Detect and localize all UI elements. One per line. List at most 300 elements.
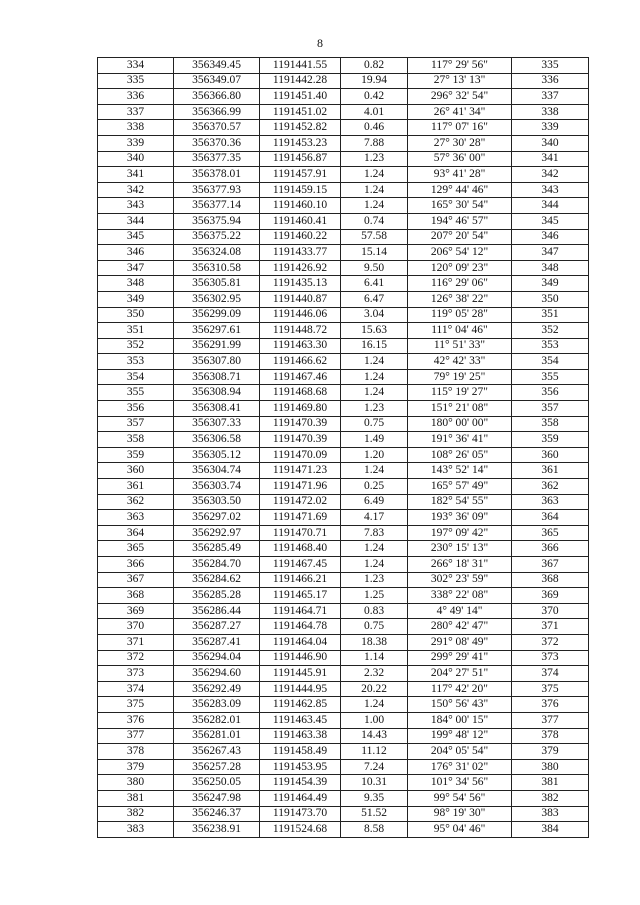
cell-x-coordinate: 356282.01: [174, 712, 260, 728]
cell-distance: 1.23: [341, 572, 408, 588]
cell-next-point-number: 360: [512, 447, 589, 463]
cell-bearing: 184° 00' 15": [408, 712, 512, 728]
cell-point-number: 357: [98, 416, 174, 432]
cell-bearing: 338° 22' 08": [408, 588, 512, 604]
cell-next-point-number: 362: [512, 479, 589, 495]
cell-point-number: 380: [98, 775, 174, 791]
cell-x-coordinate: 356287.41: [174, 634, 260, 650]
cell-point-number: 373: [98, 666, 174, 682]
cell-next-point-number: 377: [512, 712, 589, 728]
table-row: [98, 260, 589, 276]
cell-distance: 7.24: [341, 759, 408, 775]
cell-y-coordinate: 1191463.45: [260, 712, 341, 728]
cell-next-point-number: 376: [512, 697, 589, 713]
cell-next-point-number: 349: [512, 276, 589, 292]
cell-point-number: 379: [98, 759, 174, 775]
cell-point-number: 345: [98, 229, 174, 245]
cell-bearing: 57° 36' 00": [408, 151, 512, 167]
table-row: [98, 354, 589, 370]
cell-distance: 1.24: [341, 354, 408, 370]
cell-y-coordinate: 1191453.95: [260, 759, 341, 775]
cell-point-number: 353: [98, 354, 174, 370]
cell-y-coordinate: 1191451.02: [260, 104, 341, 120]
cell-point-number: 338: [98, 120, 174, 136]
cell-x-coordinate: 356370.57: [174, 120, 260, 136]
table-row: [98, 291, 589, 307]
cell-point-number: 372: [98, 650, 174, 666]
cell-y-coordinate: 1191469.80: [260, 401, 341, 417]
table-row: [98, 759, 589, 775]
cell-point-number: 383: [98, 822, 174, 838]
cell-y-coordinate: 1191460.10: [260, 198, 341, 214]
cell-bearing: 165° 57' 49": [408, 479, 512, 495]
cell-x-coordinate: 356306.58: [174, 432, 260, 448]
coordinates-table: [97, 57, 589, 838]
cell-point-number: 347: [98, 260, 174, 276]
cell-bearing: 79° 19' 25": [408, 369, 512, 385]
cell-x-coordinate: 356308.94: [174, 385, 260, 401]
cell-x-coordinate: 356304.74: [174, 463, 260, 479]
cell-distance: 7.88: [341, 135, 408, 151]
cell-next-point-number: 342: [512, 167, 589, 183]
cell-point-number: 348: [98, 276, 174, 292]
table-row: [98, 541, 589, 557]
cell-next-point-number: 351: [512, 307, 589, 323]
cell-distance: 0.42: [341, 89, 408, 105]
cell-x-coordinate: 356284.62: [174, 572, 260, 588]
cell-point-number: 375: [98, 697, 174, 713]
cell-y-coordinate: 1191453.23: [260, 135, 341, 151]
cell-distance: 0.82: [341, 58, 408, 74]
cell-y-coordinate: 1191467.45: [260, 557, 341, 573]
cell-x-coordinate: 356375.94: [174, 213, 260, 229]
cell-distance: 1.24: [341, 697, 408, 713]
cell-point-number: 359: [98, 447, 174, 463]
cell-y-coordinate: 1191454.39: [260, 775, 341, 791]
cell-y-coordinate: 1191468.68: [260, 385, 341, 401]
table-row: [98, 650, 589, 666]
cell-y-coordinate: 1191464.49: [260, 790, 341, 806]
cell-distance: 8.58: [341, 822, 408, 838]
cell-x-coordinate: 356246.37: [174, 806, 260, 822]
cell-x-coordinate: 356303.50: [174, 494, 260, 510]
table-row: [98, 728, 589, 744]
cell-next-point-number: 365: [512, 525, 589, 541]
cell-point-number: 358: [98, 432, 174, 448]
table-row: [98, 634, 589, 650]
cell-point-number: 352: [98, 338, 174, 354]
cell-point-number: 360: [98, 463, 174, 479]
cell-distance: 0.46: [341, 120, 408, 136]
cell-x-coordinate: 356238.91: [174, 822, 260, 838]
cell-distance: 1.23: [341, 401, 408, 417]
table-row: [98, 603, 589, 619]
cell-point-number: 351: [98, 323, 174, 339]
table-row: [98, 416, 589, 432]
cell-bearing: 99° 54' 56": [408, 790, 512, 806]
cell-bearing: 93° 41' 28": [408, 167, 512, 183]
cell-bearing: 206° 54' 12": [408, 245, 512, 261]
table-row: [98, 276, 589, 292]
table-row: [98, 182, 589, 198]
cell-bearing: 117° 07' 16": [408, 120, 512, 136]
cell-point-number: 341: [98, 167, 174, 183]
cell-bearing: 199° 48' 12": [408, 728, 512, 744]
table-row: [98, 557, 589, 573]
cell-next-point-number: 383: [512, 806, 589, 822]
cell-x-coordinate: 356297.02: [174, 510, 260, 526]
cell-y-coordinate: 1191460.41: [260, 213, 341, 229]
cell-point-number: 335: [98, 73, 174, 89]
cell-distance: 1.24: [341, 198, 408, 214]
cell-next-point-number: 343: [512, 182, 589, 198]
cell-x-coordinate: 356375.22: [174, 229, 260, 245]
cell-distance: 6.47: [341, 291, 408, 307]
cell-bearing: 204° 05' 54": [408, 744, 512, 760]
cell-next-point-number: 378: [512, 728, 589, 744]
cell-y-coordinate: 1191459.15: [260, 182, 341, 198]
cell-distance: 1.24: [341, 167, 408, 183]
table-row: [98, 744, 589, 760]
cell-bearing: 117° 42' 20": [408, 681, 512, 697]
cell-next-point-number: 380: [512, 759, 589, 775]
cell-next-point-number: 371: [512, 619, 589, 635]
cell-y-coordinate: 1191524.68: [260, 822, 341, 838]
table-row: [98, 120, 589, 136]
cell-y-coordinate: 1191463.38: [260, 728, 341, 744]
cell-point-number: 344: [98, 213, 174, 229]
table-row: [98, 198, 589, 214]
cell-x-coordinate: 356283.09: [174, 697, 260, 713]
cell-bearing: 230° 15' 13": [408, 541, 512, 557]
cell-next-point-number: 366: [512, 541, 589, 557]
cell-next-point-number: 347: [512, 245, 589, 261]
cell-distance: 9.50: [341, 260, 408, 276]
table-row: [98, 447, 589, 463]
cell-next-point-number: 357: [512, 401, 589, 417]
cell-x-coordinate: 356302.95: [174, 291, 260, 307]
cell-next-point-number: 384: [512, 822, 589, 838]
cell-distance: 1.24: [341, 557, 408, 573]
cell-x-coordinate: 356310.58: [174, 260, 260, 276]
cell-next-point-number: 339: [512, 120, 589, 136]
table-row: [98, 135, 589, 151]
cell-distance: 1.24: [341, 385, 408, 401]
cell-y-coordinate: 1191442.28: [260, 73, 341, 89]
cell-y-coordinate: 1191435.13: [260, 276, 341, 292]
cell-x-coordinate: 356299.09: [174, 307, 260, 323]
cell-x-coordinate: 356287.27: [174, 619, 260, 635]
cell-y-coordinate: 1191457.91: [260, 167, 341, 183]
cell-next-point-number: 379: [512, 744, 589, 760]
coordinates-table-body: [98, 58, 589, 838]
cell-point-number: 378: [98, 744, 174, 760]
cell-point-number: 354: [98, 369, 174, 385]
cell-next-point-number: 341: [512, 151, 589, 167]
cell-point-number: 337: [98, 104, 174, 120]
cell-y-coordinate: 1191464.71: [260, 603, 341, 619]
cell-next-point-number: 344: [512, 198, 589, 214]
cell-y-coordinate: 1191470.71: [260, 525, 341, 541]
cell-distance: 1.24: [341, 369, 408, 385]
cell-x-coordinate: 356291.99: [174, 338, 260, 354]
cell-y-coordinate: 1191444.95: [260, 681, 341, 697]
cell-x-coordinate: 356349.07: [174, 73, 260, 89]
table-row: [98, 479, 589, 495]
table-row: [98, 588, 589, 604]
cell-point-number: 381: [98, 790, 174, 806]
cell-y-coordinate: 1191456.87: [260, 151, 341, 167]
cell-point-number: 355: [98, 385, 174, 401]
cell-y-coordinate: 1191441.55: [260, 58, 341, 74]
cell-distance: 7.83: [341, 525, 408, 541]
table-row: [98, 712, 589, 728]
cell-point-number: 350: [98, 307, 174, 323]
cell-bearing: 266° 18' 31": [408, 557, 512, 573]
cell-point-number: 370: [98, 619, 174, 635]
cell-bearing: 26° 41' 34": [408, 104, 512, 120]
table-row: [98, 89, 589, 105]
cell-bearing: 165° 30' 54": [408, 198, 512, 214]
cell-y-coordinate: 1191470.39: [260, 432, 341, 448]
table-row: [98, 666, 589, 682]
cell-next-point-number: 353: [512, 338, 589, 354]
cell-x-coordinate: 356292.49: [174, 681, 260, 697]
cell-bearing: 101° 34' 56": [408, 775, 512, 791]
cell-bearing: 4° 49' 14": [408, 603, 512, 619]
cell-bearing: 182° 54' 55": [408, 494, 512, 510]
cell-next-point-number: 340: [512, 135, 589, 151]
cell-next-point-number: 368: [512, 572, 589, 588]
cell-distance: 15.63: [341, 323, 408, 339]
cell-distance: 10.31: [341, 775, 408, 791]
cell-bearing: 194° 46' 57": [408, 213, 512, 229]
cell-point-number: 334: [98, 58, 174, 74]
cell-y-coordinate: 1191446.06: [260, 307, 341, 323]
table-row: [98, 73, 589, 89]
cell-y-coordinate: 1191464.78: [260, 619, 341, 635]
cell-distance: 1.24: [341, 182, 408, 198]
cell-point-number: 356: [98, 401, 174, 417]
table-row: [98, 432, 589, 448]
cell-x-coordinate: 356378.01: [174, 167, 260, 183]
cell-bearing: 193° 36' 09": [408, 510, 512, 526]
cell-distance: 16.15: [341, 338, 408, 354]
cell-bearing: 42° 42' 33": [408, 354, 512, 370]
table-row: [98, 619, 589, 635]
cell-bearing: 27° 30' 28": [408, 135, 512, 151]
cell-y-coordinate: 1191468.40: [260, 541, 341, 557]
cell-bearing: 143° 52' 14": [408, 463, 512, 479]
cell-distance: 20.22: [341, 681, 408, 697]
cell-distance: 14.43: [341, 728, 408, 744]
cell-x-coordinate: 356297.61: [174, 323, 260, 339]
cell-x-coordinate: 356370.36: [174, 135, 260, 151]
cell-x-coordinate: 356377.14: [174, 198, 260, 214]
cell-bearing: 95° 04' 46": [408, 822, 512, 838]
cell-distance: 4.01: [341, 104, 408, 120]
cell-y-coordinate: 1191464.04: [260, 634, 341, 650]
cell-next-point-number: 373: [512, 650, 589, 666]
cell-y-coordinate: 1191452.82: [260, 120, 341, 136]
cell-x-coordinate: 356257.28: [174, 759, 260, 775]
cell-next-point-number: 350: [512, 291, 589, 307]
cell-y-coordinate: 1191446.90: [260, 650, 341, 666]
cell-bearing: 299° 29' 41": [408, 650, 512, 666]
cell-bearing: 116° 29' 06": [408, 276, 512, 292]
cell-x-coordinate: 356294.04: [174, 650, 260, 666]
cell-y-coordinate: 1191473.70: [260, 806, 341, 822]
page-number: 8: [317, 36, 323, 50]
table-row: [98, 323, 589, 339]
table-row: [98, 510, 589, 526]
cell-next-point-number: 372: [512, 634, 589, 650]
cell-distance: 1.25: [341, 588, 408, 604]
cell-bearing: 126° 38' 22": [408, 291, 512, 307]
cell-x-coordinate: 356250.05: [174, 775, 260, 791]
cell-point-number: 349: [98, 291, 174, 307]
cell-point-number: 364: [98, 525, 174, 541]
cell-y-coordinate: 1191471.23: [260, 463, 341, 479]
cell-distance: 0.75: [341, 619, 408, 635]
cell-x-coordinate: 356286.44: [174, 603, 260, 619]
table-row: [98, 401, 589, 417]
table-row: [98, 229, 589, 245]
cell-x-coordinate: 356284.70: [174, 557, 260, 573]
cell-point-number: 365: [98, 541, 174, 557]
cell-next-point-number: 354: [512, 354, 589, 370]
cell-distance: 0.74: [341, 213, 408, 229]
cell-x-coordinate: 356285.49: [174, 541, 260, 557]
cell-point-number: 342: [98, 182, 174, 198]
cell-x-coordinate: 356303.74: [174, 479, 260, 495]
cell-x-coordinate: 356292.97: [174, 525, 260, 541]
cell-y-coordinate: 1191451.40: [260, 89, 341, 105]
cell-bearing: 291° 08' 49": [408, 634, 512, 650]
cell-x-coordinate: 356285.28: [174, 588, 260, 604]
cell-y-coordinate: 1191460.22: [260, 229, 341, 245]
table-row: [98, 385, 589, 401]
cell-point-number: 371: [98, 634, 174, 650]
cell-point-number: 369: [98, 603, 174, 619]
table-row: [98, 307, 589, 323]
cell-bearing: 27° 13' 13": [408, 73, 512, 89]
cell-distance: 1.20: [341, 447, 408, 463]
cell-y-coordinate: 1191470.39: [260, 416, 341, 432]
cell-next-point-number: 382: [512, 790, 589, 806]
cell-point-number: 340: [98, 151, 174, 167]
cell-distance: 1.14: [341, 650, 408, 666]
cell-x-coordinate: 356366.80: [174, 89, 260, 105]
cell-distance: 1.00: [341, 712, 408, 728]
cell-distance: 6.41: [341, 276, 408, 292]
table-row: [98, 525, 589, 541]
table-row: [98, 697, 589, 713]
cell-x-coordinate: 356305.81: [174, 276, 260, 292]
cell-y-coordinate: 1191463.30: [260, 338, 341, 354]
cell-next-point-number: 345: [512, 213, 589, 229]
cell-distance: 15.14: [341, 245, 408, 261]
cell-next-point-number: 363: [512, 494, 589, 510]
cell-next-point-number: 369: [512, 588, 589, 604]
cell-bearing: 176° 31' 02": [408, 759, 512, 775]
cell-point-number: 363: [98, 510, 174, 526]
cell-y-coordinate: 1191472.02: [260, 494, 341, 510]
cell-distance: 1.49: [341, 432, 408, 448]
table-row: [98, 775, 589, 791]
cell-bearing: 11° 51' 33": [408, 338, 512, 354]
cell-distance: 1.24: [341, 541, 408, 557]
cell-next-point-number: 370: [512, 603, 589, 619]
table-row: [98, 58, 589, 74]
cell-point-number: 343: [98, 198, 174, 214]
cell-bearing: 151° 21' 08": [408, 401, 512, 417]
cell-y-coordinate: 1191458.49: [260, 744, 341, 760]
table-row: [98, 572, 589, 588]
cell-x-coordinate: 356308.71: [174, 369, 260, 385]
cell-distance: 51.52: [341, 806, 408, 822]
cell-y-coordinate: 1191433.77: [260, 245, 341, 261]
cell-next-point-number: 335: [512, 58, 589, 74]
cell-bearing: 197° 09' 42": [408, 525, 512, 541]
cell-bearing: 150° 56' 43": [408, 697, 512, 713]
cell-bearing: 119° 05' 28": [408, 307, 512, 323]
cell-bearing: 280° 42' 47": [408, 619, 512, 635]
cell-distance: 3.04: [341, 307, 408, 323]
cell-bearing: 115° 19' 27": [408, 385, 512, 401]
cell-bearing: 129° 44' 46": [408, 182, 512, 198]
cell-y-coordinate: 1191426.92: [260, 260, 341, 276]
cell-distance: 1.24: [341, 463, 408, 479]
cell-bearing: 191° 36' 41": [408, 432, 512, 448]
cell-x-coordinate: 356324.08: [174, 245, 260, 261]
cell-distance: 19.94: [341, 73, 408, 89]
cell-bearing: 108° 26' 05": [408, 447, 512, 463]
cell-distance: 1.23: [341, 151, 408, 167]
cell-y-coordinate: 1191471.96: [260, 479, 341, 495]
cell-distance: 6.49: [341, 494, 408, 510]
cell-point-number: 366: [98, 557, 174, 573]
cell-distance: 0.25: [341, 479, 408, 495]
cell-bearing: 180° 00' 00": [408, 416, 512, 432]
cell-bearing: 302° 23' 59": [408, 572, 512, 588]
cell-point-number: 336: [98, 89, 174, 105]
table-row: [98, 338, 589, 354]
cell-point-number: 367: [98, 572, 174, 588]
cell-next-point-number: 381: [512, 775, 589, 791]
cell-bearing: 98° 19' 30": [408, 806, 512, 822]
cell-x-coordinate: 356349.45: [174, 58, 260, 74]
cell-y-coordinate: 1191470.09: [260, 447, 341, 463]
cell-next-point-number: 346: [512, 229, 589, 245]
cell-x-coordinate: 356267.43: [174, 744, 260, 760]
cell-next-point-number: 338: [512, 104, 589, 120]
cell-y-coordinate: 1191467.46: [260, 369, 341, 385]
cell-bearing: 120° 09' 23": [408, 260, 512, 276]
cell-y-coordinate: 1191466.62: [260, 354, 341, 370]
cell-next-point-number: 359: [512, 432, 589, 448]
cell-point-number: 362: [98, 494, 174, 510]
table-row: [98, 822, 589, 838]
cell-next-point-number: 364: [512, 510, 589, 526]
cell-distance: 4.17: [341, 510, 408, 526]
cell-x-coordinate: 356247.98: [174, 790, 260, 806]
table-row: [98, 213, 589, 229]
table-row: [98, 369, 589, 385]
cell-distance: 0.75: [341, 416, 408, 432]
cell-x-coordinate: 356366.99: [174, 104, 260, 120]
cell-point-number: 368: [98, 588, 174, 604]
